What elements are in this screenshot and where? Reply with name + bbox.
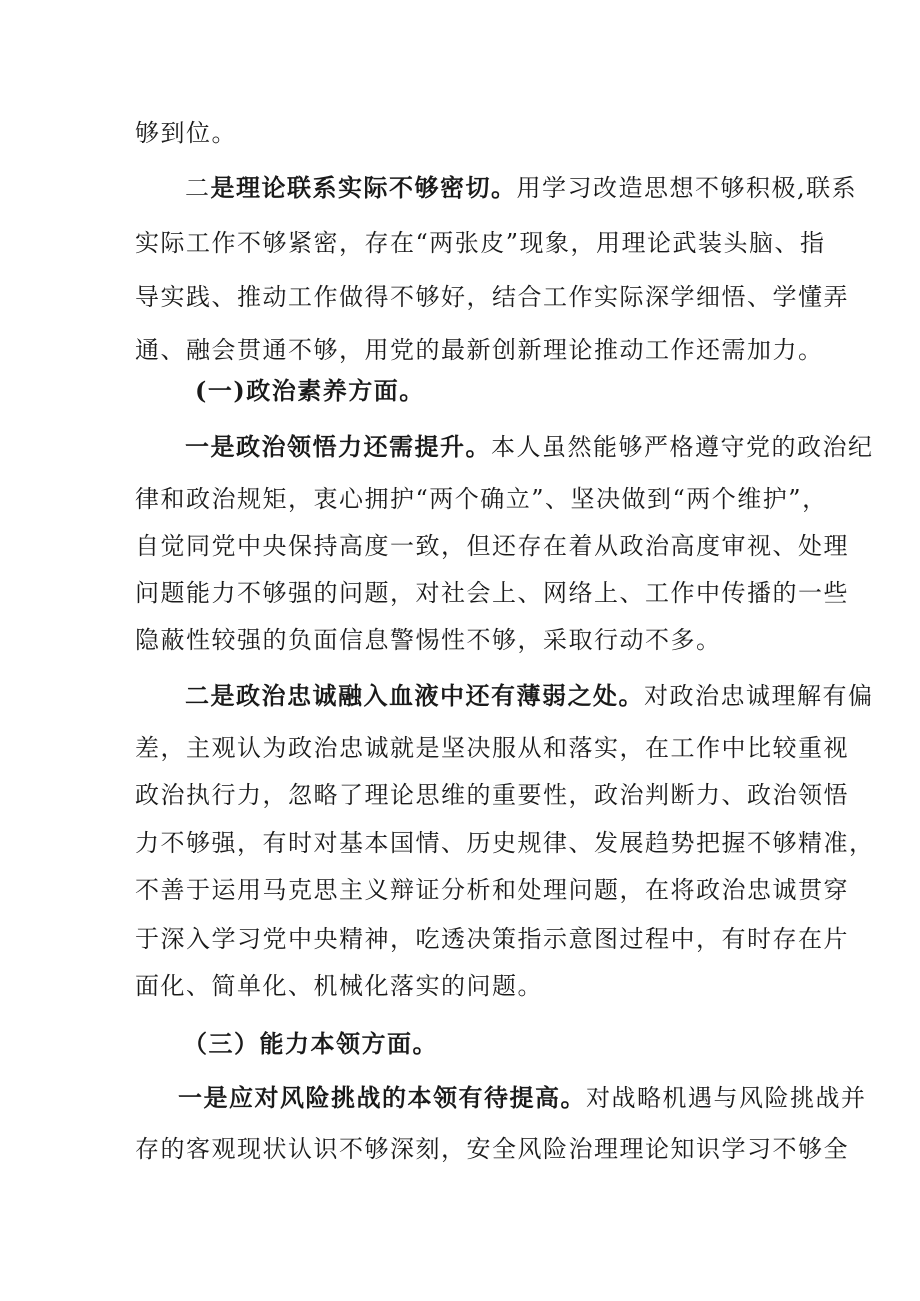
text-run: 面化、简单化、机械化落实的问题。 xyxy=(135,972,543,1000)
paragraph-line xyxy=(135,779,849,811)
bold-lead-text: 二是政治忠诚融入血液中还有薄弱之处。 xyxy=(185,681,644,710)
text-run: 本人虽然能够严格遵守党的政治纪 xyxy=(491,433,874,461)
paragraph-line xyxy=(135,281,849,313)
text-run: 对战略机遇与风险挑战并 xyxy=(586,1084,867,1112)
paragraph-line xyxy=(135,827,875,859)
paragraph-line xyxy=(135,483,828,515)
paragraph-line xyxy=(178,1082,867,1114)
paragraph-line xyxy=(135,530,849,562)
text-run: 问题能力不够强的问题，对社会上、网络上、工作中传播的一些 xyxy=(135,579,849,607)
text-run: 力不够强，有时对基本国情、历史规律、发展趋势把握不够精准， xyxy=(135,829,875,857)
bold-lead-text: 一是政治领悟力还需提升。 xyxy=(185,432,491,461)
section-heading xyxy=(195,375,855,407)
paragraph-line xyxy=(135,923,849,955)
paragraph-line xyxy=(135,334,824,366)
text-run: 律和政治规矩，衷心拥护“两个确立”、坚决做到“两个维护”， xyxy=(135,485,828,513)
heading-text: （三）能力本领方面。 xyxy=(183,1029,438,1058)
text-run: 不善于运用马克思主义辩证分析和处理问题，在将政治忠诚贯穿 xyxy=(135,876,849,904)
text-run: 实际工作不够紧密，存在“两张皮”现象，用理论武装头脑、指 xyxy=(135,229,826,257)
text-run: 够到位。 xyxy=(135,119,237,147)
text-run: 二 xyxy=(185,174,211,202)
section-heading xyxy=(183,1028,843,1060)
heading-text: (一)政治素养方面。 xyxy=(195,376,425,405)
text-run: 自觉同党中央保持高度一致，但还存在着从政治高度审视、处理 xyxy=(135,532,849,560)
paragraph-line xyxy=(135,1133,849,1165)
bold-lead-text: 是理论联系实际不够密切。 xyxy=(210,173,517,202)
bold-lead-text: 一是应对风险挑战的本领有待提高。 xyxy=(178,1083,586,1112)
paragraph-line xyxy=(135,624,795,656)
paragraph-line xyxy=(135,732,849,764)
text-run: 差，主观认为政治忠诚就是坚决服从和落实，在工作中比较重视 xyxy=(135,734,849,762)
paragraph-line xyxy=(135,227,826,259)
text-run: 存的客观现状认识不够深刻，安全风险治理理论知识学习不够全 xyxy=(135,1135,849,1163)
text-run: 隐蔽性较强的负面信息警惕性不够，采取行动不多。 xyxy=(135,626,722,654)
paragraph-line xyxy=(135,874,849,906)
paragraph-line xyxy=(185,172,858,204)
paragraph-line xyxy=(135,577,849,609)
paragraph-line xyxy=(135,117,795,149)
text-run: 对政治忠诚理解有偏 xyxy=(644,682,874,710)
text-run: 用学习改造思想不够积极,联系 xyxy=(516,174,858,202)
text-run: 政治执行力，忽略了理论思维的重要性，政治判断力、政治领悟 xyxy=(135,781,849,809)
text-run: 通、融会贯通不够，用党的最新创新理论推动工作还需加力。 xyxy=(135,336,824,364)
paragraph-line xyxy=(135,970,795,1002)
paragraph-line xyxy=(185,680,874,712)
text-run: 导实践、推动工作做得不够好，结合工作实际深学细悟、学懂弄 xyxy=(135,283,849,311)
text-run: 于深入学习党中央精神，吃透决策指示意图过程中，有时存在片 xyxy=(135,925,849,953)
paragraph-line xyxy=(185,431,874,463)
